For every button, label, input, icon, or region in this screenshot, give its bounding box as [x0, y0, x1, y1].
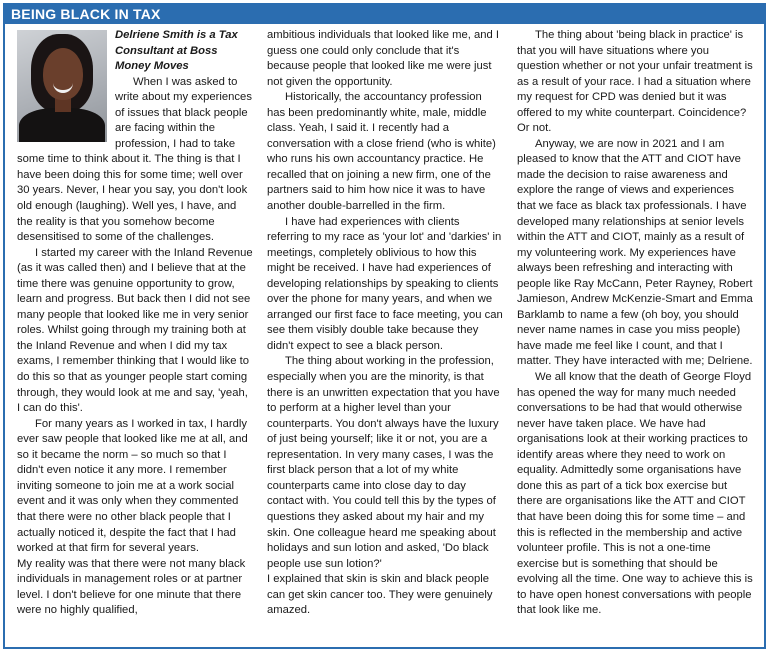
column-2	[267, 28, 503, 619]
paragraph: Anyway, we are now in 2021 and I am pleased to know that the ATT and CIOT have made the decision to raise awareness and explore the range of views and experiences that we face as black tax professionals. I have developed many relationships at senior levels within the ATT and CIOT, mainly as a result of my volunteering work. My experiences have always been refreshing and interacting with people like Ray McCann, Peter Rayney, Robert Jamieson, Andrew McKenzie-Smart and Emma Barklamb to name a few (oh boy, you should never name names in case you miss people) have made me feel like I count, and that I matter. They have interacted with me; Delriene.	[517, 137, 753, 368]
paragraph: ambitious individuals that looked like me, and I guess one could only conclude that it's because people that looked like me were just not given the opportunity.	[267, 29, 500, 88]
paragraph: My reality was that there were not many black individuals in management roles or at partner level. I don't believe for one minute that there were no highly qualified,	[17, 557, 246, 617]
paragraph: I started my career with the Inland Revenue (as it was called then) and I believe that at the time there was genuine opportunity to grow, learn and progress. But back then I did not see many people that looked like me in very senior roles. Whilst going through my training both at the Inland Revenue and when I did my tax exams, I remember thinking that I would like to do this so that as younger people start coming through, they would look at me and say, 'yeah, I can do this'.	[17, 246, 253, 415]
paragraph: Historically, the accountancy profession has been predominantly white, male, middle class. Yeah, I said it. I recently had a conversation with a close friend (who is white) who runs his own accountancy practice. He recalled that on joining a new firm, one of the partners said to him how nice it was to have another double-barrelled in the firm.	[267, 91, 496, 213]
paragraph: For many years as I worked in tax, I hardly ever saw people that looked like me at all, and so it became the norm – so much so that I didn't even notice it any more. I remember inviting someone to join me at a work social event and it was only when they commented that there were no other black people that I actually noticed it, despite the fact that I had worked at that firm for several years.	[17, 417, 248, 555]
article	[3, 3, 766, 649]
author-byline: Delriene Smith is a Tax Consultant at Boss Money Moves	[115, 29, 238, 73]
paragraph: I have had experiences with clients referring to my race as 'your lot' and 'darkies' in meetings, completely oblivious to how this might be received. I have had experiences of developing relationships by speaking to clients over the phone for many years, and when we arranged our first face to face meeting, you can see them visibly double take because they didn't expect to see a black person.	[267, 215, 503, 352]
paragraph: We all know that the death of George Floyd has opened the way for many much needed conversations to be had that would otherwise never have taken place. We have had organisations look at their working practices to identify areas where they need to work on equality. Admittedly some organisations have done this as part of a tick box exercise but there are organisations like the ATT and CIOT that have been doing this for some time – and this is reflected in the membership and active volunteer profile. This is not a one-time exercise but is something that should be evolving all the time. One way to achieve this is to have open honest conversations with people that look like me.	[517, 371, 753, 617]
paragraph: The thing about working in the profession, especially when you are the minority, is that there is an unwritten expectation that you have to perform at a higher level than your counterparts. You don't always have the luxury of just being yourself; like it or not, you are a representation. In very many cases, I was the first black person that a lot of my white counterparts came into close day to day contact with. You could tell this by the types of questions they asked about my hair and my skin. One colleague heard me speaking about holidays and sun lotion and asked, 'Do black people use sun lotion?'	[267, 355, 500, 570]
column-1	[17, 28, 253, 619]
article-columns	[17, 28, 753, 619]
paragraph: When I was asked to write about my experiences of issues that black people are facing within the profession, I had to take some time to think about it. The thing is that I have been doing this for some time; well over 30 years. Never, I hear you say, you don't look old enough (laughing). Well yes, I have, and the reality is that you somehow become desensitised to some of the challenges.	[17, 75, 252, 244]
column-3	[517, 28, 753, 619]
paragraph: I explained that skin is skin and black people can get skin cancer too. They were genuinely amazed.	[267, 573, 493, 617]
paragraph: The thing about 'being black in practice' is that you will have situations where you question whether or not your unfair treatment is as a result of your race. I had a situation where my request for CPD was denied but it was offered to my white counterpart. Coincidence? Or not.	[517, 29, 753, 135]
article-title: BEING BLACK IN TAX	[5, 5, 764, 24]
author-photo	[17, 30, 107, 142]
